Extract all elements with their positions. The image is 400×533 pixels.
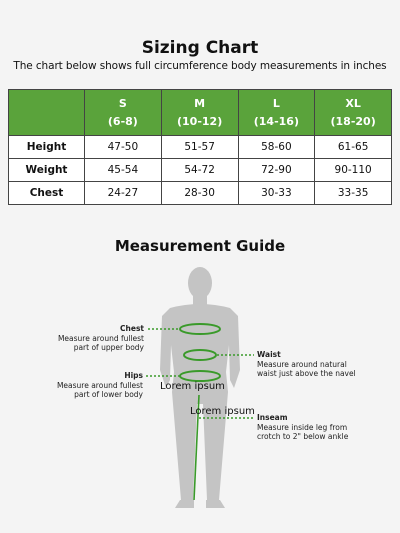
size-name: M: [194, 96, 206, 110]
inseam-label: [257, 413, 397, 442]
table-cell: 58-60: [238, 136, 315, 159]
chest-name: Chest: [120, 324, 144, 333]
placeholder-text-1: Lorem ipsum: [160, 381, 225, 392]
hips-label: [40, 371, 143, 400]
hips-desc-1: Measure around fullest: [56, 380, 143, 390]
table-cell: 51-57: [161, 136, 238, 159]
size-name: S: [118, 96, 127, 110]
chest-desc-2: part of upper body: [73, 343, 144, 352]
placeholder-text-2: Lorem ipsum: [190, 406, 255, 417]
chest-label: [40, 324, 144, 353]
row-label: Weight: [9, 159, 85, 182]
chest-desc-1: Measure around fullest: [57, 333, 144, 343]
table-cell: 54-72: [161, 159, 238, 182]
table-cell: 30-33: [238, 182, 315, 205]
size-name: XL: [345, 96, 361, 110]
row-label: Height: [9, 136, 85, 159]
inseam-desc-2: crotch to 2" below ankle: [257, 432, 349, 441]
inseam-name: Inseam: [257, 413, 288, 422]
inseam-desc-1: Measure inside leg from: [257, 422, 348, 432]
waist-label: [257, 350, 397, 379]
row-label: Chest: [9, 182, 85, 205]
waist-name: Waist: [257, 350, 281, 359]
table-cell: 28-30: [161, 182, 238, 205]
size-range: (18-20): [330, 114, 376, 128]
waist-desc-1: Measure around natural: [257, 359, 347, 369]
table-cell: 24-27: [85, 182, 162, 205]
size-range: (14-16): [253, 114, 299, 128]
chart-title: Sizing Chart: [141, 38, 259, 58]
table-cell: 33-35: [315, 182, 392, 205]
size-range: (6-8): [107, 114, 138, 128]
chart-subtitle: The chart below shows full circumference body measurements in inches: [13, 60, 387, 72]
table-cell: 72-90: [238, 159, 315, 182]
waist-desc-2: waist just above the navel: [257, 369, 356, 378]
table-cell: 61-65: [315, 136, 392, 159]
size-name: L: [272, 96, 280, 110]
table-cell: 45-54: [85, 159, 162, 182]
table-cell: 90-110: [315, 159, 392, 182]
table-cell: 47-50: [85, 136, 162, 159]
guide-title: Measurement Guide: [114, 237, 286, 255]
hips-name: Hips: [124, 371, 143, 380]
hips-desc-2: part of lower body: [74, 390, 143, 399]
size-range: (10-12): [177, 114, 223, 128]
